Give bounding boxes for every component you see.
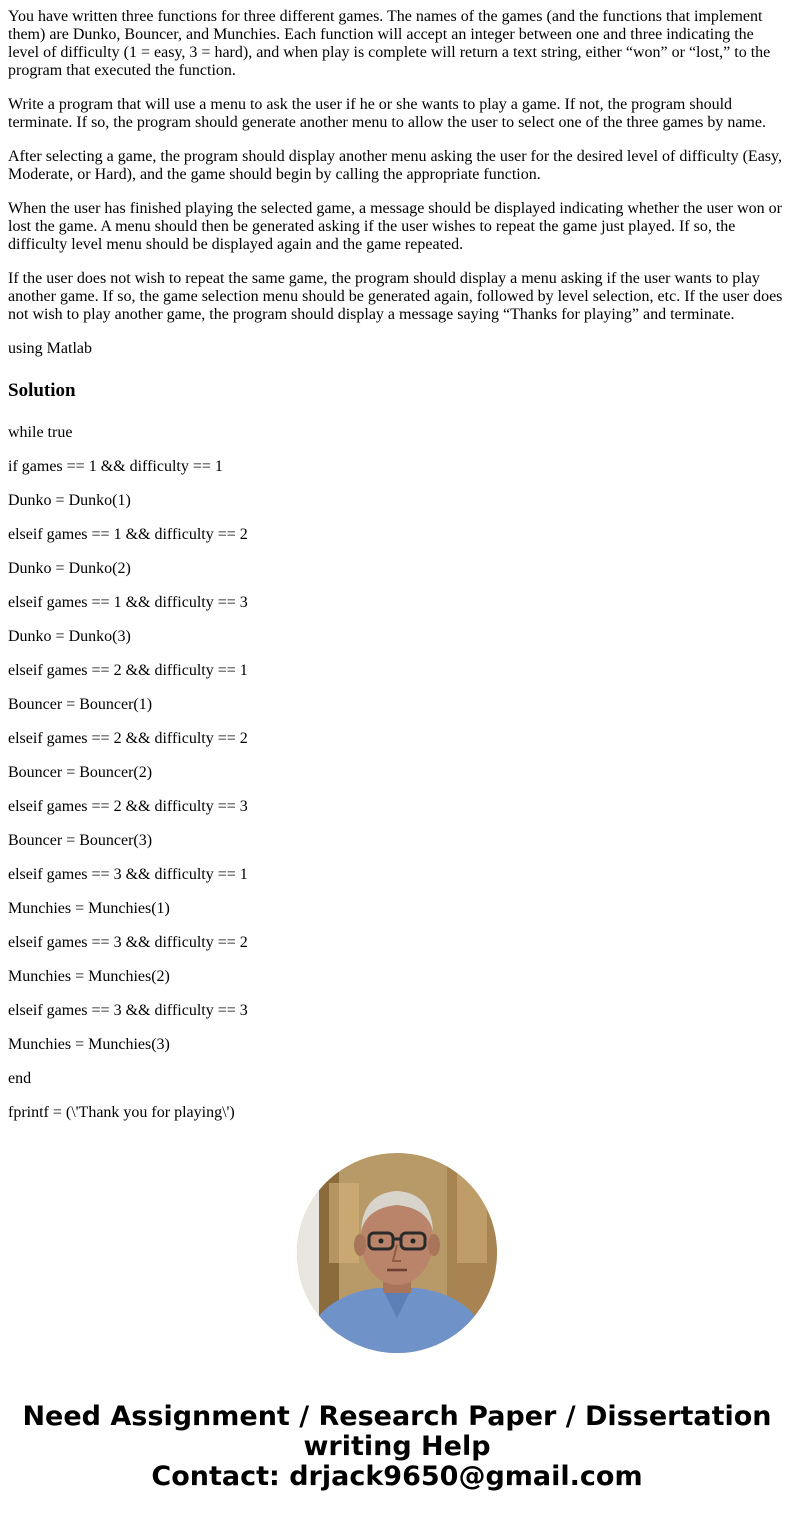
solution-code	[8, 424, 786, 1122]
banner-line: Need Assignment / Research Paper / Dissertation	[22, 1401, 772, 1432]
code-line: Bouncer = Bouncer(2)	[8, 764, 153, 781]
question-paragraph: After selecting a game, the program should display another menu asking the user for the desired level of difficulty (Easy, Moderate, or Hard), and the game should begin by calling the appropriate function.	[8, 148, 782, 183]
code-line: fprintf = (\'Thank you for playing\')	[8, 1104, 235, 1121]
code-line: Dunko = Dunko(2)	[8, 560, 131, 577]
code-line: Bouncer = Bouncer(1)	[8, 696, 153, 713]
question-section	[8, 8, 786, 358]
question-paragraph: You have written three functions for three different games. The names of the games (and the functions that implement them) are Dunko, Bouncer, and Munchies. Each function will accept an integer between one and three indicating the level of difficulty (1 = easy, 3 = hard), and when play is complete will return a text string, either “won” or “lost,” to the program that executed the function.	[8, 8, 771, 79]
document-body	[8, 0, 786, 1138]
code-line: Dunko = Dunko(3)	[8, 628, 131, 645]
contact-email: Contact: drjack9650@gmail.com	[151, 1461, 643, 1492]
code-line: elseif games == 2 && difficulty == 2	[8, 730, 248, 747]
code-line: elseif games == 2 && difficulty == 1	[8, 662, 248, 679]
code-line: elseif games == 2 && difficulty == 3	[8, 798, 248, 815]
author-photo	[297, 1153, 497, 1353]
code-line: elseif games == 3 && difficulty == 3	[8, 1002, 248, 1019]
question-paragraph: When the user has finished playing the selected game, a message should be displayed indicating whether the user won or lost the game. A menu should then be generated asking if the user wishes to repeat the game just played. If so, the difficulty level menu should be displayed again and the game repeated.	[8, 200, 782, 253]
code-line: Munchies = Munchies(2)	[8, 968, 170, 985]
code-line: elseif games == 3 && difficulty == 1	[8, 866, 248, 883]
code-line: Munchies = Munchies(1)	[8, 900, 170, 917]
code-line: while true	[8, 424, 73, 441]
banner-line: writing Help	[303, 1431, 491, 1462]
solution-heading: Solution	[8, 380, 76, 401]
code-line: elseif games == 1 && difficulty == 3	[8, 594, 248, 611]
code-line: end	[8, 1070, 32, 1087]
code-line: if games == 1 && difficulty == 1	[8, 458, 223, 475]
question-paragraph: Write a program that will use a menu to ask the user if he or she wants to play a game. If not, the program should terminate. If so, the program should generate another menu to allow the user to select one of the three games by name.	[8, 96, 766, 131]
code-line: elseif games == 3 && difficulty == 2	[8, 934, 248, 951]
language-note: using Matlab	[8, 340, 92, 357]
code-line: Dunko = Dunko(1)	[8, 492, 131, 509]
question-paragraph: If the user does not wish to repeat the same game, the program should display a menu asking if the user wants to play another game. If so, the game selection menu should be generated again, followed by level selection, etc. If the user does not wish to play another game, the program should display a message saying “Thanks for playing” and terminate.	[8, 270, 783, 323]
code-line: Bouncer = Bouncer(3)	[8, 832, 153, 849]
contact-banner	[0, 1402, 794, 1492]
code-line: Munchies = Munchies(3)	[8, 1036, 170, 1053]
code-line: elseif games == 1 && difficulty == 2	[8, 526, 248, 543]
author-portrait-image	[297, 1153, 497, 1353]
